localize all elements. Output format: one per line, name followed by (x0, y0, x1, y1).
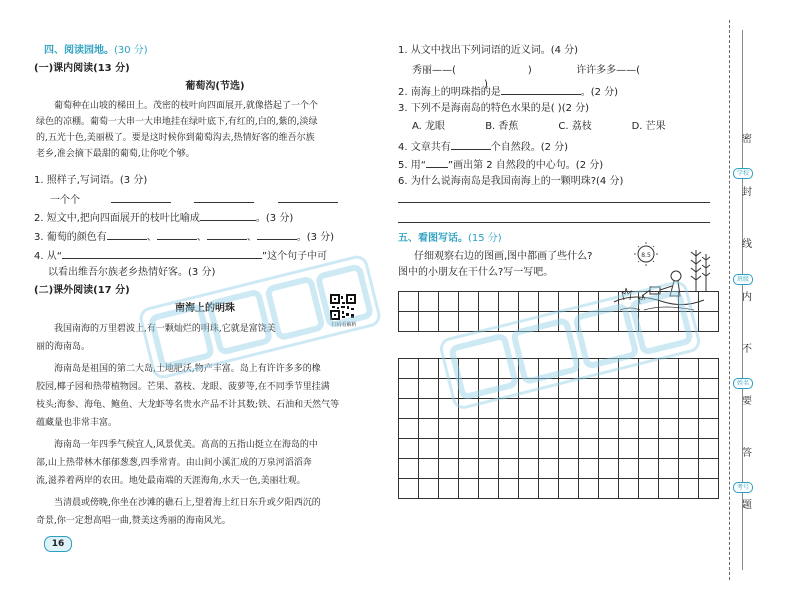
grid-cell[interactable] (699, 399, 719, 419)
grid-cell[interactable] (439, 419, 459, 439)
grid-cell[interactable] (419, 479, 439, 499)
grid-cell[interactable] (539, 479, 559, 499)
grid-cell[interactable] (639, 459, 659, 479)
grid-cell[interactable] (599, 399, 619, 419)
binding-field-name[interactable]: 姓名 (733, 378, 753, 389)
grid-cell[interactable] (499, 479, 519, 499)
svg-text:8.5: 8.5 (641, 252, 651, 259)
grid-cell[interactable] (419, 292, 439, 312)
binding-field-school[interactable]: 学校 (733, 168, 753, 179)
grid-cell[interactable] (659, 379, 679, 399)
grid-cell[interactable] (439, 459, 459, 479)
grid-cell[interactable] (399, 399, 419, 419)
grid-cell[interactable] (679, 479, 699, 499)
answer-blank[interactable] (257, 229, 297, 240)
grid-cell[interactable] (579, 399, 599, 419)
grid-cell[interactable] (679, 379, 699, 399)
grid-cell[interactable] (599, 419, 619, 439)
grid-cell[interactable] (679, 419, 699, 439)
grid-cell[interactable] (559, 419, 579, 439)
passage-title-hainan: 南海上的明珠 (175, 303, 235, 314)
grid-cell[interactable] (599, 459, 619, 479)
grid-cell[interactable] (419, 439, 439, 459)
grid-cell[interactable] (699, 379, 719, 399)
grid-cell[interactable] (459, 292, 479, 312)
grid-cell[interactable] (639, 419, 659, 439)
grid-cell[interactable] (619, 439, 639, 459)
grid-cell[interactable] (519, 479, 539, 499)
grid-cell[interactable] (579, 419, 599, 439)
grid-cell[interactable] (699, 419, 719, 439)
binding-char: 答 (742, 448, 752, 459)
option-b[interactable]: B. 香蕉 (485, 121, 519, 132)
binding-char: 线 (742, 239, 752, 250)
grid-cell[interactable] (499, 292, 519, 312)
binding-field-id[interactable]: 考号 (733, 482, 753, 493)
question-3: 3. 葡萄的颜色有 、 、 、 。(3 分) (34, 229, 334, 245)
grid-cell[interactable] (639, 399, 659, 419)
underline-sample (426, 157, 448, 168)
binding-char: 封 (742, 187, 752, 198)
r-question-3: 3. 下列不是海南岛的特色水果的是( )(2 分) (398, 103, 590, 114)
r-question-1: 1. 从文中找出下列词语的近义词。(4 分) (398, 45, 579, 56)
binding-char: 内 (742, 292, 752, 303)
grid-cell[interactable] (619, 419, 639, 439)
answer-blank[interactable] (111, 192, 171, 203)
grid-cell[interactable] (559, 399, 579, 419)
grid-cell[interactable] (519, 419, 539, 439)
options-row (412, 120, 712, 134)
grid-cell[interactable] (399, 479, 419, 499)
grid-cell[interactable] (459, 479, 479, 499)
r-question-5: 5. 用“ ”画出第 2 自然段的中心句。(2 分) (398, 157, 603, 173)
grid-cell[interactable] (539, 419, 559, 439)
grid-cell[interactable] (659, 479, 679, 499)
answer-blank[interactable] (107, 229, 147, 240)
grid-cell[interactable] (459, 419, 479, 439)
synonym-row: 秀丽——( ) 许许多多——() (412, 65, 641, 90)
grid-cell[interactable] (419, 399, 439, 419)
grid-cell[interactable] (459, 439, 479, 459)
r-question-6: 6. 为什么说海南岛是我国南海上的一颗明珠?(4 分) (398, 176, 624, 187)
grid-cell[interactable] (439, 479, 459, 499)
option-d[interactable]: D. 芒果 (631, 121, 666, 132)
question-1: 1. 照样子,写词语。(3 分) (34, 175, 148, 186)
grid-cell[interactable] (659, 439, 679, 459)
answer-blank[interactable] (157, 229, 197, 240)
grid-cell[interactable] (399, 379, 419, 399)
grid-cell[interactable] (699, 312, 719, 332)
grid-cell[interactable] (539, 439, 559, 459)
grid-cell[interactable] (619, 379, 639, 399)
grid-cell[interactable] (399, 459, 419, 479)
grid-cell[interactable] (539, 459, 559, 479)
grid-cell[interactable] (439, 439, 459, 459)
grid-cell[interactable] (419, 419, 439, 439)
grid-cell[interactable] (599, 479, 619, 499)
grid-cell[interactable] (499, 459, 519, 479)
grid-cell[interactable] (399, 292, 419, 312)
grid-cell[interactable] (419, 359, 439, 379)
grid-cell[interactable] (599, 439, 619, 459)
grid-cell[interactable] (639, 439, 659, 459)
grid-cell[interactable] (519, 439, 539, 459)
grid-cell[interactable] (399, 439, 419, 459)
part1-heading: (一)课内阅读(13 分) (34, 63, 130, 74)
writing-prompt-1: 仔细观察右边的图画,图中都画了些什么? (414, 251, 593, 262)
question-2: 2. 短文中,把向四面展开的枝叶比喻成 。(3 分) (34, 210, 293, 226)
qr-caption: 扫码看解析 (331, 322, 357, 328)
binding-char: 题 (742, 500, 752, 511)
grid-cell[interactable] (699, 479, 719, 499)
grid-cell[interactable] (619, 479, 639, 499)
option-c[interactable]: C. 荔枝 (558, 121, 592, 132)
grid-cell[interactable] (559, 459, 579, 479)
grid-cell[interactable] (479, 439, 499, 459)
grid-cell[interactable] (419, 312, 439, 332)
answer-blank[interactable] (200, 210, 256, 221)
answer-blank[interactable] (62, 248, 262, 259)
grid-cell[interactable] (559, 439, 579, 459)
answer-blank[interactable] (194, 192, 254, 203)
grid-row (399, 419, 719, 439)
grid-cell[interactable] (479, 292, 499, 312)
passage-grape: 葡萄种在山坡的梯田上。茂密的枝叶向四面展开,就像搭起了一个个 绿色的凉棚。葡萄一大串一大串地挂在绿叶底下,有红的,白的,紫的,淡绿 的,五光十色,美丽极了。要是这时候你到葡萄沟去,热情好客的维吾尔族 老乡,准会摘下最甜的葡萄,让你吃个够。 (36, 101, 318, 159)
answer-blank[interactable] (278, 192, 338, 203)
passage-title-grape: 葡萄沟(节选) (185, 81, 245, 92)
grid-cell[interactable] (419, 459, 439, 479)
grid-cell[interactable] (399, 359, 419, 379)
grid-cell[interactable] (399, 312, 419, 332)
grid-cell[interactable] (699, 439, 719, 459)
question-4-cont: 以看出维吾尔族老乡热情好客。(3 分) (48, 267, 216, 278)
grid-cell[interactable] (639, 479, 659, 499)
grid-cell[interactable] (499, 419, 519, 439)
q1-example-row: 一个个 (50, 192, 338, 208)
answer-blank[interactable] (207, 229, 247, 240)
writing-prompt-2: 图中的小朋友在干什么?写一写吧。 (398, 267, 554, 278)
grid-cell[interactable] (479, 459, 499, 479)
binding-dashed-line (729, 20, 730, 580)
grid-cell[interactable] (679, 459, 699, 479)
binding-field-class[interactable]: 班级 (733, 274, 753, 285)
part2-heading: (二)课外阅读(17 分) (34, 285, 130, 296)
grid-cell[interactable] (619, 459, 639, 479)
answer-line[interactable] (398, 202, 710, 203)
grid-row (399, 399, 719, 419)
answer-blank[interactable] (451, 139, 491, 150)
page-number: 16 (44, 536, 72, 552)
grid-cell[interactable] (659, 459, 679, 479)
section5-title: 五、看图写话。(15 分) (398, 233, 502, 244)
grid-cell[interactable] (699, 359, 719, 379)
binding-char: 不 (742, 344, 752, 355)
grid-cell[interactable] (459, 459, 479, 479)
grid-cell[interactable] (539, 399, 559, 419)
binding-char: 要 (742, 396, 752, 407)
binding-char: 密 (742, 134, 752, 145)
grid-cell[interactable] (579, 479, 599, 499)
grid-cell[interactable] (479, 419, 499, 439)
grid-cell[interactable] (479, 479, 499, 499)
grid-cell[interactable] (679, 399, 699, 419)
grid-cell[interactable] (659, 419, 679, 439)
option-a[interactable]: A. 龙眼 (412, 121, 446, 132)
grid-cell[interactable] (519, 459, 539, 479)
answer-blank[interactable] (501, 84, 581, 95)
grid-cell[interactable] (399, 419, 419, 439)
grid-cell[interactable] (559, 479, 579, 499)
grid-cell[interactable] (699, 292, 719, 312)
answer-line[interactable] (398, 222, 710, 223)
passage-hainan: 我国南海的万里碧波上,有一颗灿烂的明珠,它就是富饶美 丽的海南岛。 海南岛是祖国的第二大岛,土地肥沃,物产丰富。岛上有许许多多的橡 胶园,椰子园和热带植物园。芒果、荔枝、龙眼、菠萝等,在不同季节里挂满 枝头;海参、海龟、鲍鱼、大龙虾等名贵水产品不计其数;铁、石油和天然气等 蕴藏量也非常丰富。 海南岛一年四季气候宜人,风景优美。高高的五指山挺立在海岛的中 部,山上热带林木郁郁葱葱,四季常青。由山间小溪汇成的万泉河滔滔奔 流,滋养着两岸的农田。地处最南端的天涯海角,水天一色,美丽壮观。 当清晨或傍晚,你坐在沙滩的礁石上,望着海上红日东升或夕阳西沉的 奇景,你一定想高唱一曲,赞美这秀丽的海南风光。 (36, 324, 340, 526)
grid-cell[interactable] (419, 379, 439, 399)
grid-cell[interactable] (579, 439, 599, 459)
question-4: 4. 从“ ”这个句子中可 (34, 248, 327, 264)
grid-cell[interactable] (619, 399, 639, 419)
grid-cell[interactable] (499, 439, 519, 459)
grid-cell[interactable] (439, 292, 459, 312)
r-question-4: 4. 文章共有 个自然段。(2 分) (398, 139, 568, 155)
section4-title: 四、阅读园地。(30 分) (44, 45, 148, 56)
grid-cell[interactable] (639, 379, 659, 399)
grid-cell[interactable] (579, 459, 599, 479)
grid-row (399, 459, 719, 479)
r-question-2: 2. 南海上的明珠指的是 。(2 分) (398, 84, 618, 100)
grid-row (399, 479, 719, 499)
grid-cell[interactable] (699, 459, 719, 479)
grid-cell[interactable] (659, 399, 679, 419)
grid-row (399, 439, 719, 459)
grid-cell[interactable] (679, 439, 699, 459)
